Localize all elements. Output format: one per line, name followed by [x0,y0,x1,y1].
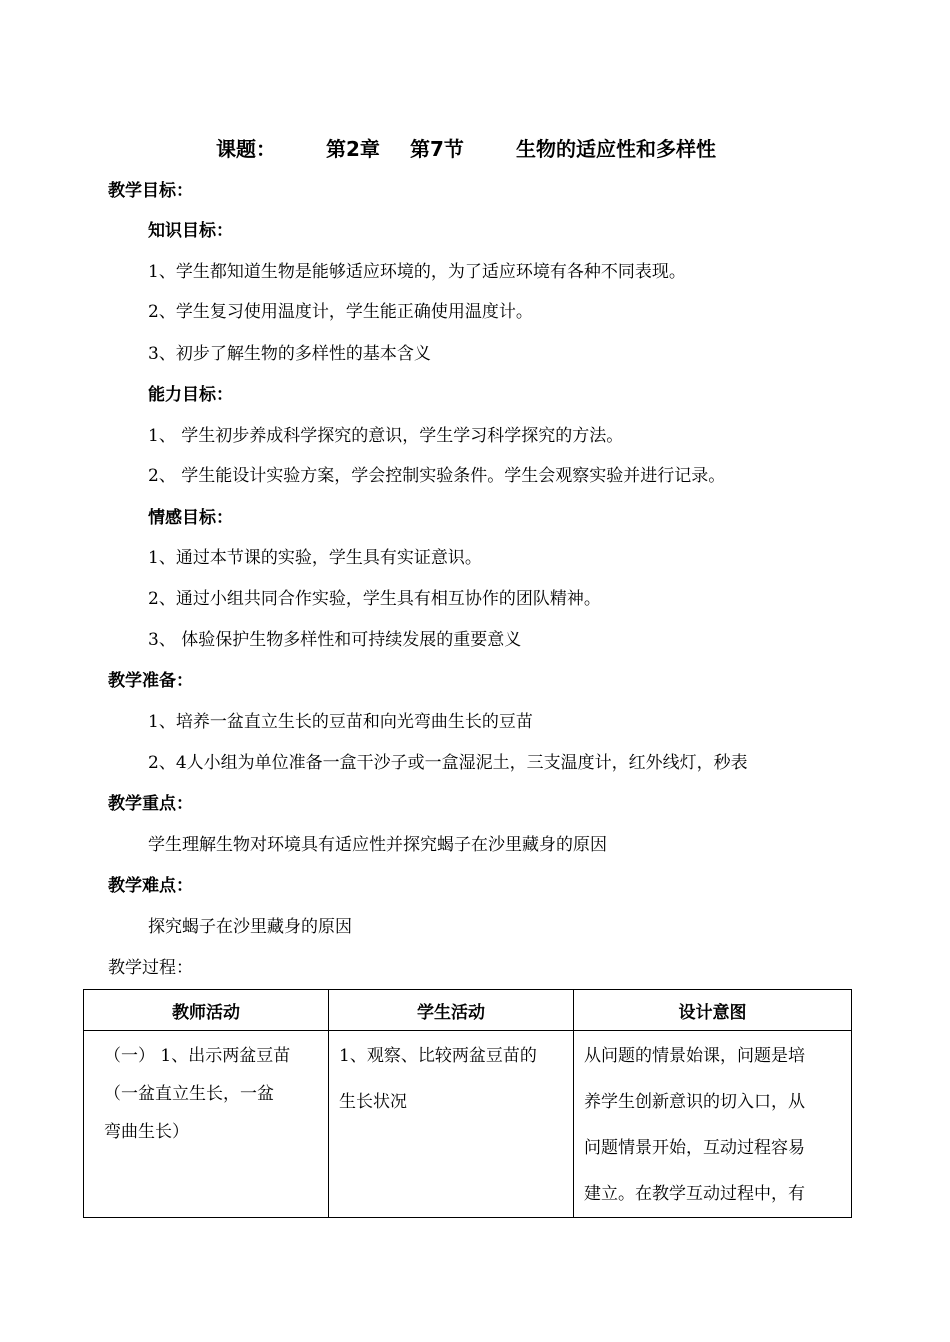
design-intent-line: 养学生创新意识的切入口，从 [584,1092,805,1112]
title-topic: 生物的适应性和多样性 [516,137,716,161]
preparation-item: 2、4人小组为单位准备一盒干沙子或一盒湿泥土，三支温度计，红外线灯，秒表 [148,753,748,773]
teacher-activity-line: 弯曲生长） [104,1122,189,1142]
knowledge-item: 1、学生都知道生物是能够适应环境的，为了适应环境有各种不同表现。 [148,262,686,282]
objectives-heading: 教学目标： [108,181,193,201]
teacher-activity-cell [84,1031,329,1218]
difficulty-heading: 教学难点： [108,876,193,896]
process-table [83,989,852,1218]
emotion-item: 3、 体验保护生物多样性和可持续发展的重要意义 [148,630,522,650]
key-point-text: 学生理解生物对环境具有适应性并探究蝎子在沙里藏身的原因 [148,835,607,855]
design-intent-line: 问题情景开始，互动过程容易 [584,1138,805,1158]
knowledge-item: 3、初步了解生物的多样性的基本含义 [148,344,431,364]
ability-heading: 能力目标： [148,385,233,405]
table-row [84,1031,852,1218]
difficulty-text: 探究蝎子在沙里藏身的原因 [148,917,352,937]
knowledge-item: 2、学生复习使用温度计，学生能正确使用温度计。 [148,302,533,322]
process-heading: 教学过程： [108,958,193,978]
preparation-item: 1、培养一盆直立生长的豆苗和向光弯曲生长的豆苗 [148,712,533,732]
knowledge-heading: 知识目标： [148,221,233,241]
student-activity-cell [329,1031,574,1218]
title-chapter: 第2章 [326,137,380,161]
title-section: 第7节 [410,137,464,161]
column-header-teacher: 教师活动 [84,990,329,1031]
teacher-activity-line: （一盆直立生长，一盆 [104,1084,274,1104]
design-intent-line: 从问题的情景始课，问题是培 [584,1046,805,1066]
design-intent-line: 建立。在教学互动过程中，有 [584,1184,805,1204]
emotion-heading: 情感目标： [148,508,233,528]
preparation-heading: 教学准备： [108,671,193,691]
student-activity-line: 1、观察、比较两盆豆苗的 [339,1046,537,1066]
lesson-title [0,133,950,161]
emotion-item: 2、通过小组共同合作实验，学生具有相互协作的团队精神。 [148,589,601,609]
title-label: 课题： [216,137,276,161]
table-header-row [84,990,852,1031]
key-point-heading: 教学重点： [108,794,193,814]
teacher-activity-line: （一） 1、出示两盆豆苗 [104,1046,291,1066]
column-header-intent: 设计意图 [574,990,852,1031]
student-activity-line: 生长状况 [339,1092,407,1112]
design-intent-cell [574,1031,852,1218]
emotion-item: 1、通过本节课的实验，学生具有实证意识。 [148,548,482,568]
column-header-student: 学生活动 [329,990,574,1031]
ability-item: 2、 学生能设计实验方案，学会控制实验条件。学生会观察实验并进行记录。 [148,466,726,486]
ability-item: 1、 学生初步养成科学探究的意识，学生学习科学探究的方法。 [148,426,624,446]
